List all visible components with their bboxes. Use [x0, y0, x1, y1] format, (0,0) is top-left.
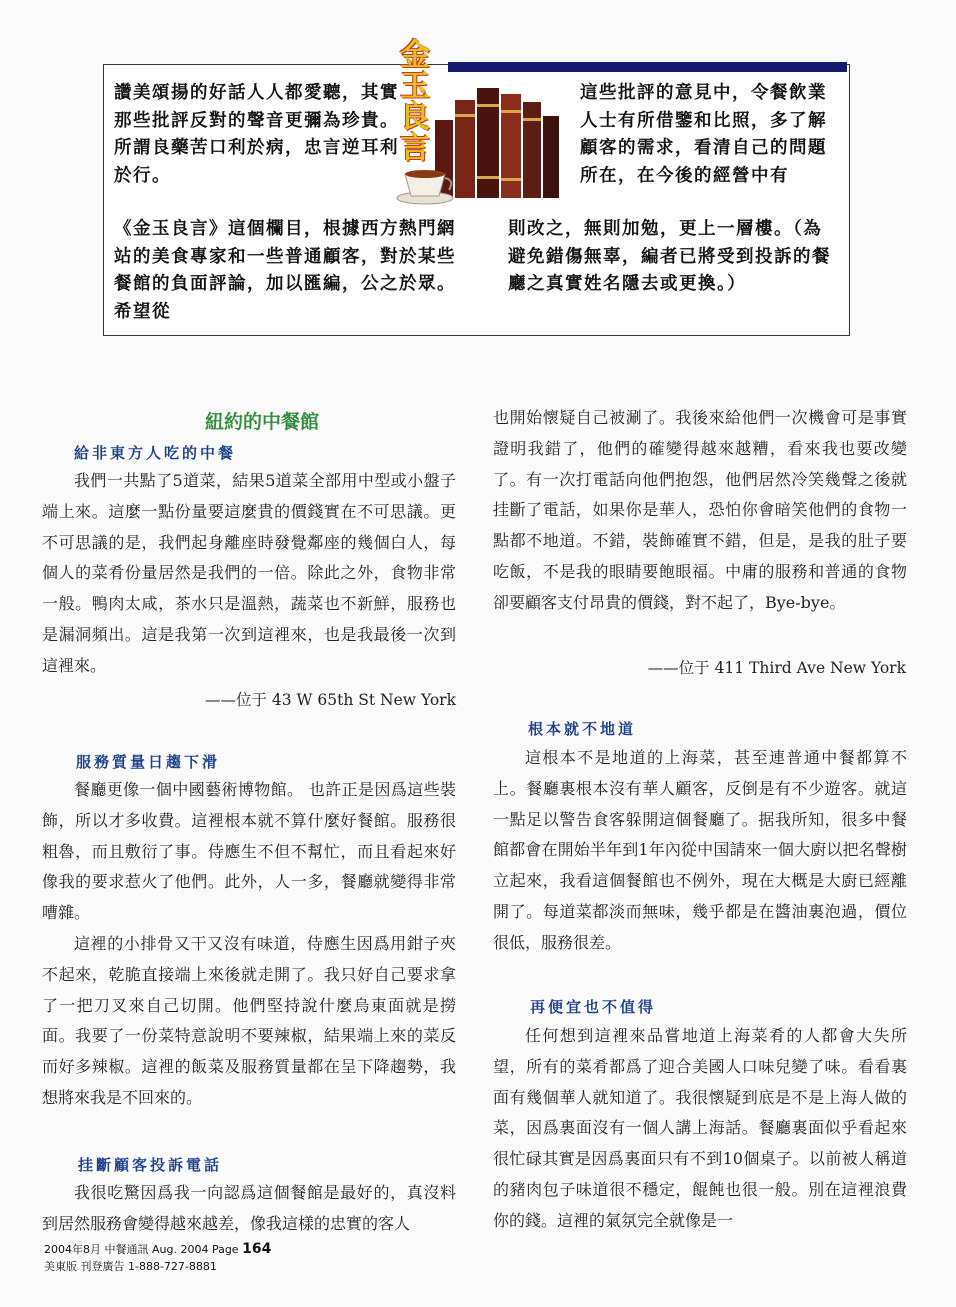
footer-date: 2004年8月 中餐通訊 Aug. 2004 Page: [44, 1243, 239, 1256]
article-2-paragraph-1: 餐廳更像一個中國藝術博物館。 也許正是因爲這些裝飾，所以才多收費。這裡根本就不算什麼好餐館。服務很粗魯，而且敷衍了事。侍應生不但不幫忙，而且看起來好像我的要求惹火了他們。此外，人一多，餐廳就變得非常嘈雜。: [42, 780, 456, 923]
section-title: 紐約的中餐館: [205, 411, 320, 433]
article-3-body-continued: [493, 403, 907, 619]
article-4-body: [493, 743, 907, 959]
article-3-paragraph-continued: 也開始懷疑自己被涮了。我後來給他們一次機會可是事實證明我錯了，他們的確變得越來越糟，看來我也要改變了。有一次打電話向他們抱怨，他們居然冷笑幾聲之後就挂斷了電話，如果你是華人，恐怕你會暗笑他們的食物一點都不地道。不錯，裝飾確實不錯，但是，是我的肚子要吃飯，不是我的眼睛要飽眼福。中庸的服務和普通的食物卻要顧客支付昂貴的價錢，對不起了，Bye-bye。: [493, 408, 907, 612]
intro-text-bottom-right: 則改之，無則加勉，更上一層樓。（為避免錯傷無辜，編者已將受到投訴的餐廳之真實姓名隱去或更換。）: [508, 219, 831, 294]
header-accent-bar: [448, 62, 847, 72]
article-5-paragraph: 任何想到這裡來品嘗地道上海菜肴的人都會大失所望，所有的菜肴都爲了迎合美國人口味兒變了味。看看裏面有幾個華人就知道了。我很懷疑到底是不是上海人做的菜，因爲裏面沒有一個人講上海話。餐廳裏面似乎看起來很忙碌其實是因爲裏面只有不到10個桌子。以前被人稱道的豬肉包子味道很不穩定，餛飩也很一般。別在這裡浪費你的錢。這裡的氣氛完全就像是一: [493, 1026, 907, 1230]
column-brand-title: 金玉良言: [400, 38, 430, 166]
footer-issue-line: [44, 1241, 271, 1257]
article-2-body: [42, 775, 456, 1114]
intro-text-bottom-left: 《金玉良言》這個欄目，根據西方熱門網站的美食專家和一些普通顧客，對於某些餐館的負面評論，加以匯編，公之於眾。希望從: [114, 219, 456, 322]
article-3-body-start: [42, 1178, 456, 1240]
article-2-heading: 服務質量日趨下滑: [76, 753, 221, 771]
intro-text-right: 這些批評的意見中，令餐飲業人士有所借鑒和比照，多了解顧客的需求，看清自己的問題所在，在今後的經營中有: [580, 83, 827, 186]
article-1-signature: ——位于 43 W 65th St New York: [204, 691, 456, 709]
article-4-heading: 根本就不地道: [528, 720, 637, 738]
article-1-heading: 給非東方人吃的中餐: [74, 444, 237, 462]
article-2-paragraph-2: 這裡的小排骨又干又沒有味道，侍應生因爲用鉗子夾不起來，乾脆直接端上來後就走開了。我只好自己要求拿了一把刀叉來自己切開。他們堅持說什麼烏東面就是撈面。我要了一份菜特意說明不要辣椒，結果端上來的菜反而好多辣椒。這裡的飯菜及服務質量都在呈下降趨勢，我想將來我是不回來的。: [42, 933, 456, 1107]
article-5-body: [493, 1021, 907, 1237]
intro-text-left: 讚美頌揚的好話人人都愛聽，其實那些批評反對的聲音更彌為珍貴。所謂良藥苦口利於病，忠言逆耳利於行。: [114, 83, 399, 186]
article-3-signature: ——位于 411 Third Ave New York: [647, 659, 906, 677]
article-4-paragraph: 這根本不是地道的上海菜，甚至連普通中餐都算不上。餐廳裏根本沒有華人顧客，反倒是有不少遊客。就這一點足以警告食客躲開這個餐廳了。据我所知，很多中餐館都會在開始半年到1年內從中国請來一個大廚以把名聲樹立起來，我看這個餐館也不例外，現在大概是大廚已經離開了。每道菜都淡而無味，幾乎都是在醬油裏泡過，價位很低，服務很差。: [493, 748, 907, 952]
article-3-heading: 挂斷顧客投訴電話: [78, 1156, 223, 1174]
footer-advert-line: 美東版 刊登廣告 1-888-727-8881: [44, 1260, 217, 1273]
article-5-heading: 再便宜也不值得: [530, 998, 657, 1016]
article-1-body: [42, 466, 456, 682]
article-3-paragraph-start: 我很吃驚因爲我一向認爲這個餐館是最好的，真沒料到居然服務會變得越來越差，像我這樣的忠實的客人: [42, 1183, 456, 1233]
footer-page-number: 164: [242, 1241, 272, 1257]
article-1-paragraph: 我們一共點了5道菜，結果5道菜全部用中型或小盤子端上來。這麼一點份量要這麼貴的價錢實在不可思議。更不可思議的是，我們起身離座時發覺鄰座的幾個白人，每個人的菜肴份量居然是我們的一倍。除此之外，食物非常一般。鴨肉太咸，茶水只是溫熱，蔬菜也不新鮮，服務也是漏洞頻出。這是我第一次到這裡來，也是我最後一次到這裡來。: [42, 471, 456, 675]
